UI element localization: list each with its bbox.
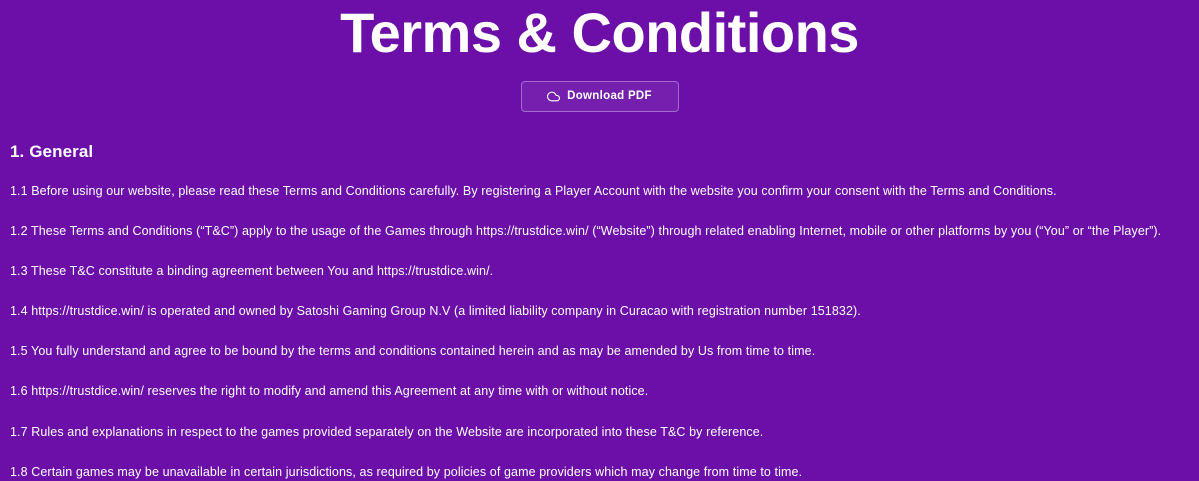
page-title: Terms & Conditions <box>340 1 859 64</box>
clause-1-8: 1.8 Certain games may be unavailable in certain jurisdictions, as required by policies of game providers which may change from time to time. <box>10 464 803 479</box>
section-heading-general: 1. General <box>10 141 94 161</box>
download-row <box>0 81 1199 112</box>
clause-1-6: 1.6 https://trustdice.win/ reserves the right to modify and amend this Agreement at any time with or without notice. <box>10 384 649 399</box>
download-pdf-button[interactable] <box>521 81 679 112</box>
clause-1-3: 1.3 These T&C constitute a binding agreement between You and https://trustdice.win/. <box>10 264 494 279</box>
terms-content <box>0 142 1199 481</box>
clause-1-4: 1.4 https://trustdice.win/ is operated and owned by Satoshi Gaming Group N.V (a limited liability company in Curacao with registration number 151832). <box>10 304 861 319</box>
cloud-download-icon <box>547 90 560 103</box>
clause-1-2: 1.2 These Terms and Conditions (“T&C”) apply to the usage of the Games through https://trustdice.win/ (“Website”) through related enabling Internet, mobile or other platforms by you (“You” or “the Player”). <box>10 223 1162 238</box>
download-pdf-label: Download PDF <box>567 90 652 103</box>
clause-1-7: 1.7 Rules and explanations in respect to the games provided separately on the Website are incorporated into these T&C by reference. <box>10 424 764 439</box>
clause-1-1: 1.1 Before using our website, please read these Terms and Conditions carefully. By registering a Player Account with the website you confirm your consent with the Terms and Conditions. <box>10 183 1057 198</box>
clause-1-5: 1.5 You fully understand and agree to be bound by the terms and conditions contained herein and as may be amended by Us from time to time. <box>10 344 816 359</box>
